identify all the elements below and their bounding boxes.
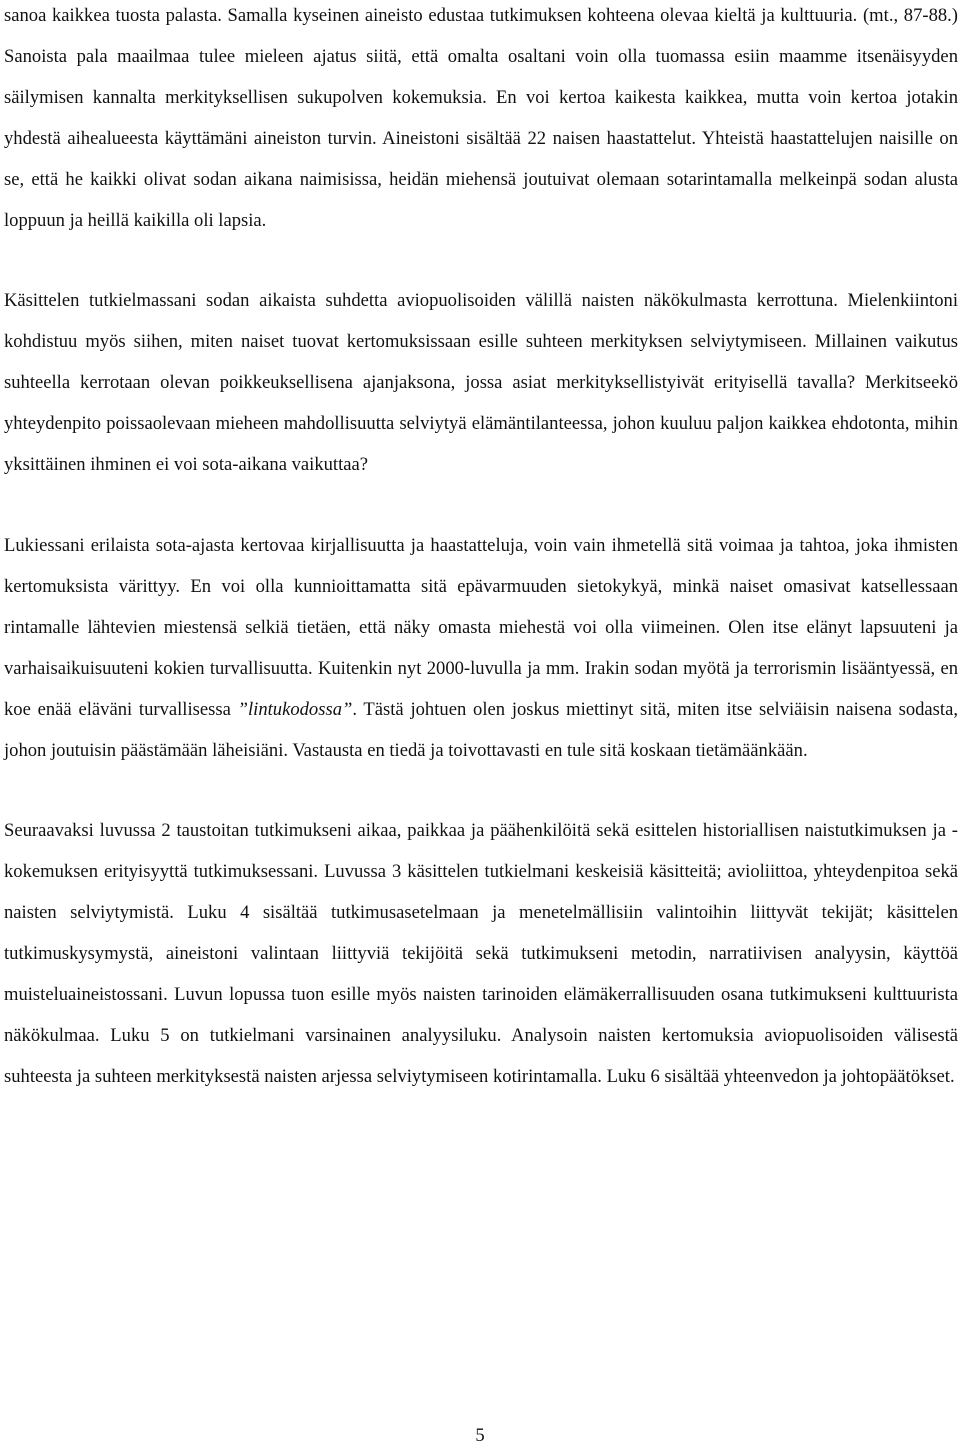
paragraph-3-text-before: Lukiessani erilaista sota-ajasta kertovaa kirjallisuutta ja haastatteluja, voin vain ihmetellä sitä voimaa ja tahtoa, joka ihmisten kertomuksista värittyy. En voi olla kunnioittamatta sitä epävarmuuden sietokykyä, minkä naiset omasivat katsellessaan rintamalle lähtevien miestensä selkiä tietäen, että näky omasta miehestä voi olla viimeinen. Olen itse elänyt lapsuuteni ja varhaisaikuisuuteni kokien turvallisuutta. Kuitenkin nyt 2000-luvulla ja mm. Irakin sodan myötä ja terrorismin lisääntyessä, en koe enää eläväni turvallisessa: [4, 534, 958, 720]
paragraph-3-text-after: . Tästä johtuen olen joskus miettinyt sitä, miten itse selviäisin naisena sodasta, johon joutuisin päästämään läheisiäni. Vastausta en tiedä ja toivottavasti en tule sitä koskaan tietämäänkään.: [4, 698, 958, 761]
paragraph-4: Seuraavaksi luvussa 2 taustoitan tutkimukseni aikaa, paikkaa ja päähenkilöitä sekä esittelen historiallisen naistutkimuksen ja -kokemuksen erityisyyttä tutkimuksessani. Luvussa 3 käsittelen tutkielmani keskeisiä käsitteitä; avioliittoa, yhteydenpitoa sekä naisten selviytymistä. Luku 4 sisältää tutkimusasetelmaan ja menetelmällisiin valintoihin liittyvät tekijät; käsittelen tutkimuskysymystä, aineistoni valintaan liittyviä tekijöitä sekä tutkimukseni metodin, narratiivisen analyysin, käyttöä muisteluaineistossani. Luvun lopussa tuon esille myös naisten tarinoiden elämäkerrallisuuden osana tutkimukseni kulttuurista näkökulmaa. Luku 5 on tutkielmani varsinainen analyysiluku. Analysoin naisten kertomuksia aviopuolisoiden välisestä suhteesta ja suhteen merkityksestä naisten arjessa selviytymiseen kotirintamalla. Luku 6 sisältää yhteenvedon ja johtopäätökset.: [4, 820, 958, 1087]
paragraph-3-italic-term: ”lintukodossa”: [237, 698, 353, 720]
paragraph-gap: [4, 486, 958, 526]
paragraph-2: Käsittelen tutkielmassani sodan aikaista suhdetta aviopuolisoiden välillä naisten näkökulmasta kerrottuna. Mielenkiintoni kohdistuu myös siihen, miten naiset tuovat kertomuksissaan esille suhteen merkityksen selviytymiseen. Millainen vaikutus suhteella kerrotaan olevan poikkeuksellisena ajanjaksona, jossa asiat merkityksellistyivät erityisellä tavalla? Merkitseekö yhteydenpito poissaolevaan mieheen mahdollisuutta selviytyä elämäntilanteessa, johon kuuluu paljon kaikkea ehdotonta, mihin yksittäinen ihminen ei voi sota-aikana vaikuttaa?: [4, 290, 958, 476]
page-number: 5: [475, 1425, 485, 1446]
paragraph-1: sanoa kaikkea tuosta palasta. Samalla kyseinen aineisto edustaa tutkimuksen kohteena olevaa kieltä ja kulttuuria. (mt., 87-88.) Sanoista pala maailmaa tulee mieleen ajatus siitä, että omalta osaltani voin olla tuomassa esiin maamme itsenäisyyden säilymisen kannalta merkityksellisen sukupolven kokemuksia. En voi kertoa kaikesta kaikkea, mutta voin kertoa jotakin yhdestä aihealueesta käyttämäni aineiston turvin. Aineistoni sisältää 22 naisen haastattelut. Yhteistä haastattelujen naisille on se, että he kaikki olivat sodan aikana naimisissa, heidän miehensä joutuivat olemaan sotarintamalla melkeinpä sodan alusta loppuun ja heillä kaikilla oli lapsia.: [4, 5, 958, 231]
paragraph-3: [4, 526, 958, 771]
paragraph-gap: [4, 771, 958, 811]
paragraph-gap: [4, 241, 958, 281]
